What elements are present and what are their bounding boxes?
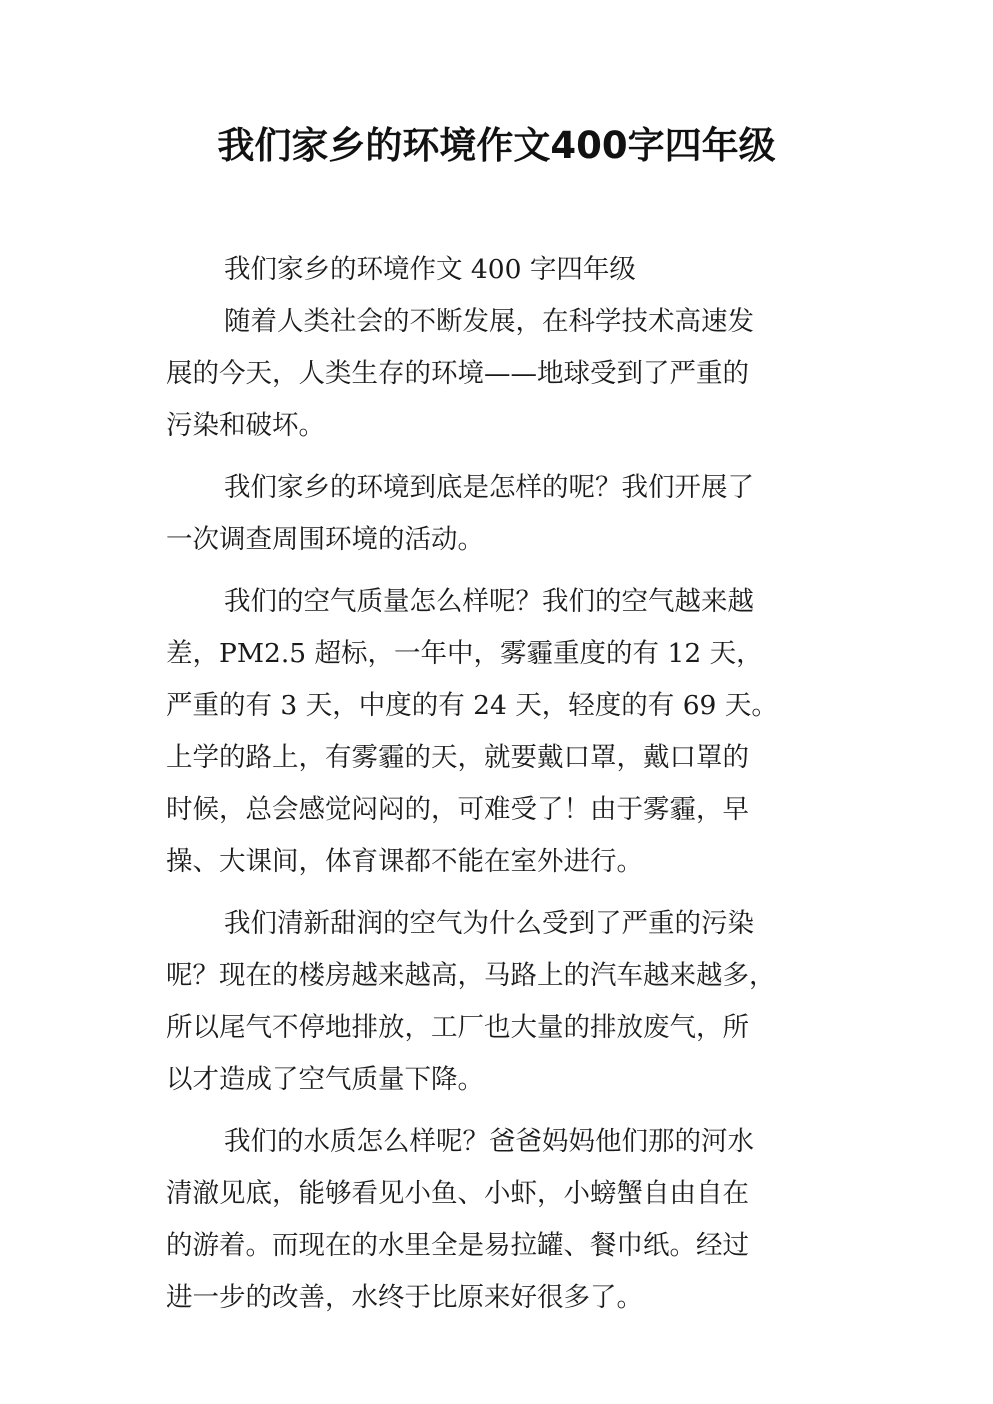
paragraph-line: 我们家乡的环境作文 400 字四年级 (224, 254, 636, 285)
paragraph (166, 576, 830, 888)
paragraph-line: 操、大课间，体育课都不能在室外进行。 (166, 846, 643, 877)
paragraph-line: 严重的有 3 天，中度的有 24 天，轻度的有 69 天。 (166, 690, 778, 721)
paragraph-line: 污染和破坏。 (166, 410, 325, 441)
paragraph-line: 以才造成了空气质量下降。 (166, 1064, 484, 1095)
paragraph (166, 462, 830, 566)
paragraph-line: 我们的空气质量怎么样呢？我们的空气越来越 (224, 586, 754, 617)
paragraph-line: 进一步的改善，水终于比原来好很多了。 (166, 1282, 643, 1313)
paragraph (166, 296, 830, 452)
paragraph-line: 上学的路上，有雾霾的天，就要戴口罩，戴口罩的 (166, 742, 749, 773)
paragraph-line: 呢？现在的楼房越来越高，马路上的汽车越来越多， (166, 960, 776, 991)
paragraph-line: 一次调查周围环境的活动。 (166, 524, 484, 555)
paragraph-line: 的游着。而现在的水里全是易拉罐、餐巾纸。经过 (166, 1230, 749, 1261)
paragraph-line: 清澈见底，能够看见小鱼、小虾，小螃蟹自由自在 (166, 1178, 749, 1209)
paragraph-line: 我们的水质怎么样呢？爸爸妈妈他们那的河水 (224, 1126, 754, 1157)
paragraph (166, 244, 830, 296)
paragraph-line: 随着人类社会的不断发展，在科学技术高速发 (224, 306, 754, 337)
paragraph-line: 展的今天，人类生存的环境——地球受到了严重的 (166, 358, 749, 389)
paragraph-line: 所以尾气不停地排放，工厂也大量的排放废气，所 (166, 1012, 749, 1043)
document-body (166, 244, 830, 1324)
paragraph (166, 898, 830, 1106)
paragraph (166, 1116, 830, 1324)
paragraph-line: 时候，总会感觉闷闷的，可难受了！由于雾霾，早 (166, 794, 749, 825)
paragraph-line: 我们家乡的环境到底是怎样的呢？我们开展了 (224, 472, 754, 503)
paragraph-line: 我们清新甜润的空气为什么受到了严重的污染 (224, 908, 754, 939)
document-title: 我们家乡的环境作文400字四年级 (217, 124, 776, 167)
paragraph-line: 差，PM2.5 超标，一年中，雾霾重度的有 12 天， (166, 638, 763, 669)
